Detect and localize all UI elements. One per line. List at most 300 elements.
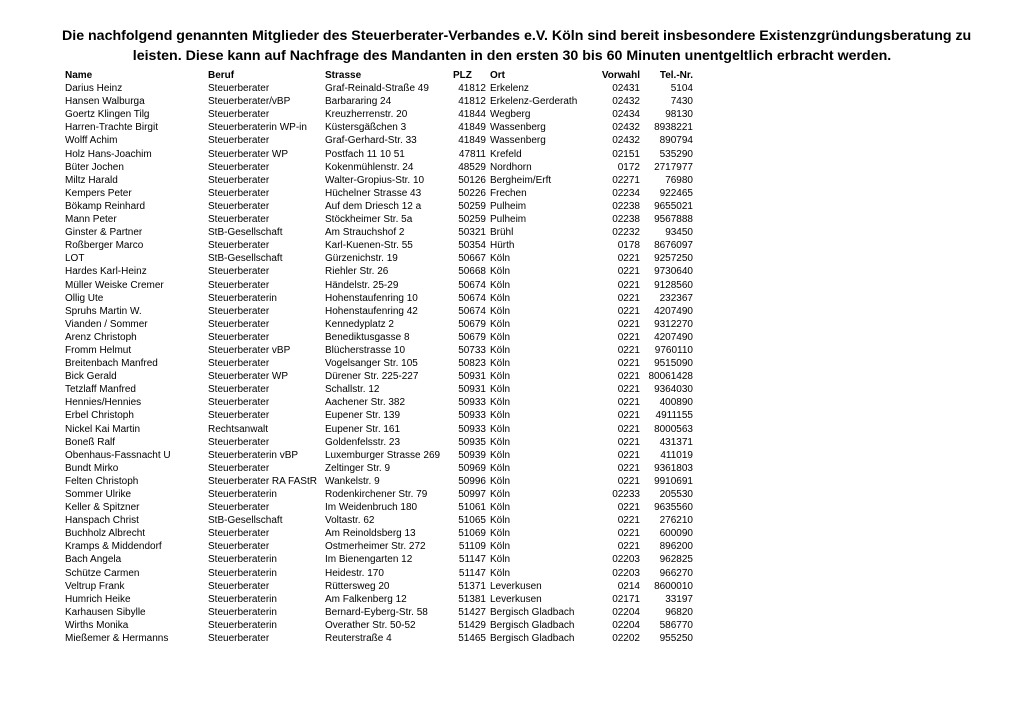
cell-telnr: 535290 (659, 148, 693, 160)
cell-ort: Köln (490, 475, 511, 487)
cell-ort: Köln (490, 449, 511, 461)
cell-vorwahl: 02203 (612, 554, 640, 566)
table-row (65, 121, 693, 134)
cell-vorwahl: 02232 (612, 227, 640, 239)
cell-telnr: 8000563 (654, 423, 693, 435)
cell-plz: 51427 (458, 606, 486, 618)
cell-strasse: Auf dem Driesch 12 a (325, 200, 422, 212)
cell-strasse: Am Reinoldsberg 13 (325, 528, 416, 540)
cell-beruf: Steuerberater (208, 384, 270, 396)
cell-beruf: Steuerberater (208, 187, 270, 199)
table-body (65, 82, 693, 645)
cell-beruf: Rechtsanwalt (208, 423, 269, 435)
cell-name: Roßberger Marco (65, 240, 144, 252)
cell-vorwahl: 0221 (617, 528, 640, 540)
cell-name: Nickel Kai Martin (65, 423, 141, 435)
cell-beruf: Steuerberaterin (208, 593, 277, 605)
cell-ort: Wassenberg (490, 135, 546, 147)
cell-telnr: 4207490 (654, 305, 693, 317)
table-row (65, 553, 693, 566)
cell-telnr: 9515090 (654, 358, 693, 370)
table-row (65, 423, 693, 436)
cell-plz: 47811 (458, 148, 486, 160)
cell-plz: 50933 (458, 423, 486, 435)
cell-telnr: 7430 (670, 96, 693, 108)
cell-telnr: 9635560 (654, 502, 693, 514)
cell-name: Müller Weiske Cremer (65, 279, 164, 291)
cell-ort: Köln (490, 489, 511, 500)
cell-name: Bick Gerald (65, 371, 117, 383)
cell-beruf: Steuerberater (208, 174, 270, 186)
table-row (65, 606, 693, 619)
table-row (65, 580, 693, 593)
table-row (65, 527, 693, 540)
cell-telnr: 8676097 (654, 240, 693, 252)
cell-ort: Bergisch Gladbach (490, 606, 575, 618)
cell-vorwahl: 0221 (617, 410, 640, 422)
cell-name: Darius Heinz (65, 83, 123, 95)
cell-vorwahl: 0221 (617, 331, 640, 343)
cell-vorwahl: 02204 (612, 619, 640, 631)
cell-name: Sommer Ulrike (65, 489, 132, 500)
table-row (65, 436, 693, 449)
cell-beruf: Steuerberater (208, 240, 270, 252)
cell-vorwahl: 02434 (612, 109, 640, 121)
cell-vorwahl: 0221 (617, 266, 640, 278)
header-strasse: Strasse (325, 70, 362, 81)
cell-strasse: Reuterstraße 4 (325, 633, 392, 645)
cell-plz: 50674 (458, 279, 486, 291)
cell-name: Goertz Klingen Tilg (65, 109, 150, 121)
cell-beruf: Steuerberater (208, 410, 270, 422)
header-name: Name (65, 70, 93, 81)
cell-beruf: Steuerberater RA FAStR (208, 475, 317, 487)
cell-ort: Wassenberg (490, 122, 546, 134)
cell-plz: 50259 (458, 214, 486, 226)
cell-beruf: Steuerberaterin WP-in (208, 122, 307, 134)
cell-plz: 50674 (458, 305, 486, 317)
cell-strasse: Benediktusgasse 8 (325, 331, 410, 343)
cell-beruf: Steuerberater (208, 305, 270, 317)
cell-strasse: Voltastr. 62 (325, 515, 375, 527)
cell-ort: Köln (490, 462, 511, 474)
cell-name: Keller & Spitzner (65, 502, 140, 514)
cell-vorwahl: 0221 (617, 344, 640, 356)
cell-vorwahl: 02202 (612, 633, 640, 645)
cell-strasse: Vogelsanger Str. 105 (325, 358, 418, 370)
cell-telnr: 890794 (659, 135, 693, 147)
cell-vorwahl: 0221 (617, 318, 640, 330)
cell-telnr: 9655021 (654, 200, 693, 212)
cell-plz: 50668 (458, 266, 486, 278)
cell-strasse: Rodenkirchener Str. 79 (325, 489, 428, 500)
heading-line-1: Die nachfolgend genannten Mitglieder des Steuerberater-Verbandes e.V. Köln sind bereit insbesondere Existenzgründungsberatung zu (62, 28, 972, 44)
cell-vorwahl: 02271 (612, 174, 640, 186)
cell-plz: 51147 (458, 554, 486, 566)
cell-beruf: Steuerberater (208, 214, 270, 226)
cell-vorwahl: 02171 (612, 593, 640, 605)
cell-ort: Pulheim (490, 200, 527, 212)
cell-vorwahl: 0221 (617, 462, 640, 474)
cell-name: Bach Angela (65, 554, 122, 566)
cell-ort: Köln (490, 423, 511, 435)
header-beruf: Beruf (208, 70, 235, 81)
table-row (65, 252, 693, 265)
cell-vorwahl: 0221 (617, 292, 640, 304)
cell-ort: Hürth (490, 240, 515, 252)
cell-plz: 50939 (458, 449, 486, 461)
cell-name: Kramps & Middendorf (65, 541, 162, 553)
cell-strasse: Gürzenichstr. 19 (325, 253, 398, 265)
cell-ort: Erkelenz (490, 83, 529, 95)
cell-beruf: Steuerberater (208, 83, 270, 95)
cell-vorwahl: 02238 (612, 214, 640, 226)
cell-name: Bundt Mirko (65, 462, 119, 474)
cell-beruf: Steuerberater (208, 502, 270, 514)
cell-vorwahl: 02432 (612, 135, 640, 147)
cell-telnr: 896200 (659, 541, 693, 553)
cell-beruf: Steuerberaterin (208, 554, 277, 566)
cell-beruf: StB-Gesellschaft (208, 515, 283, 527)
cell-strasse: Im Weidenbruch 180 (325, 502, 418, 514)
cell-name: Fromm Helmut (65, 344, 132, 356)
cell-beruf: Steuerberater (208, 358, 270, 370)
cell-vorwahl: 02204 (612, 606, 640, 618)
cell-beruf: Steuerberater WP (208, 148, 289, 160)
cell-name: Arenz Christoph (65, 331, 137, 343)
cell-telnr: 205530 (659, 489, 693, 500)
cell-ort: Köln (490, 502, 511, 514)
cell-beruf: Steuerberaterin (208, 567, 277, 579)
cell-name: Ginster & Partner (65, 227, 143, 239)
cell-telnr: 586770 (659, 619, 693, 631)
cell-ort: Köln (490, 528, 511, 540)
cell-beruf: Steuerberater WP (208, 371, 289, 383)
cell-telnr: 8600010 (654, 580, 693, 592)
cell-vorwahl: 0178 (617, 240, 640, 252)
cell-name: Felten Christoph (65, 475, 139, 487)
cell-beruf: StB-Gesellschaft (208, 253, 283, 265)
cell-plz: 51371 (458, 580, 486, 592)
cell-strasse: Heidestr. 170 (325, 567, 384, 579)
cell-beruf: Steuerberater/vBP (208, 96, 291, 108)
cell-plz: 51065 (458, 515, 486, 527)
table-row (65, 619, 693, 632)
cell-name: Humrich Heike (65, 593, 131, 605)
table-row (65, 462, 693, 475)
cell-strasse: Aachener Str. 382 (325, 397, 406, 409)
table-row (65, 344, 693, 357)
cell-plz: 50679 (458, 331, 486, 343)
cell-plz: 50733 (458, 344, 486, 356)
cell-name: Erbel Christoph (65, 410, 134, 422)
cell-plz: 51109 (458, 541, 486, 553)
cell-ort: Nordhorn (490, 161, 532, 173)
cell-strasse: Kokenmühlenstr. 24 (325, 161, 414, 173)
cell-vorwahl: 0221 (617, 502, 640, 514)
cell-vorwahl: 0221 (617, 371, 640, 383)
cell-telnr: 93450 (665, 227, 693, 239)
header-row (65, 69, 693, 82)
cell-ort: Köln (490, 279, 511, 291)
cell-vorwahl: 02432 (612, 122, 640, 134)
cell-strasse: Händelstr. 25-29 (325, 279, 399, 291)
cell-vorwahl: 0221 (617, 436, 640, 448)
cell-telnr: 96820 (665, 606, 693, 618)
cell-vorwahl: 0214 (617, 580, 640, 592)
cell-vorwahl: 02432 (612, 96, 640, 108)
cell-telnr: 431371 (659, 436, 693, 448)
cell-ort: Bergisch Gladbach (490, 619, 575, 631)
table-row (65, 95, 693, 108)
cell-strasse: Karl-Kuenen-Str. 55 (325, 240, 413, 252)
heading-line-2: leisten. Diese kann auf Nachfrage des Mandanten in den ersten 30 bis 60 Minuten unentgeltlich erbracht werden. (132, 48, 892, 64)
cell-plz: 50933 (458, 410, 486, 422)
cell-strasse: Postfach 11 10 51 (325, 148, 405, 160)
cell-plz: 50997 (458, 489, 486, 500)
cell-vorwahl: 02151 (612, 148, 640, 160)
cell-beruf: Steuerberater (208, 633, 270, 645)
cell-beruf: Steuerberaterin (208, 619, 277, 631)
cell-vorwahl: 02234 (612, 187, 640, 199)
cell-name: Mann Peter (65, 214, 117, 226)
cell-plz: 51381 (458, 593, 486, 605)
cell-beruf: Steuerberater vBP (208, 344, 291, 356)
table-row (65, 200, 693, 213)
cell-vorwahl: 02431 (612, 83, 640, 95)
cell-name: Boneß Ralf (65, 436, 116, 448)
cell-name: Harren-Trachte Birgit (65, 122, 158, 134)
cell-strasse: Luxemburger Strasse 269 (325, 449, 441, 461)
table-row (65, 148, 693, 161)
cell-ort: Köln (490, 384, 511, 396)
cell-ort: Köln (490, 344, 511, 356)
cell-telnr: 76980 (665, 174, 693, 186)
table-row (65, 449, 693, 462)
cell-strasse: Ostmerheimer Str. 272 (325, 541, 426, 553)
cell-strasse: Barbararing 24 (325, 96, 392, 108)
cell-vorwahl: 0221 (617, 253, 640, 265)
cell-strasse: Eupener Str. 161 (325, 423, 401, 435)
cell-name: Mießemer & Hermanns (65, 633, 169, 645)
table-row (65, 567, 693, 580)
table-row (65, 108, 693, 121)
cell-telnr: 276210 (659, 515, 693, 527)
cell-ort: Köln (490, 331, 511, 343)
cell-strasse: Stöckheimer Str. 5a (325, 214, 413, 226)
cell-vorwahl: 0221 (617, 305, 640, 317)
cell-telnr: 411019 (660, 449, 693, 461)
cell-strasse: Riehler Str. 26 (325, 266, 389, 278)
cell-plz: 50931 (458, 371, 486, 383)
cell-strasse: Schallstr. 12 (325, 384, 380, 396)
cell-ort: Köln (490, 358, 511, 370)
cell-ort: Köln (490, 266, 511, 278)
table-row (65, 82, 693, 95)
cell-telnr: 2717977 (654, 161, 693, 173)
cell-name: Breitenbach Manfred (65, 358, 158, 370)
table-row (65, 161, 693, 174)
cell-plz: 50823 (458, 358, 486, 370)
cell-strasse: Hüchelner Strasse 43 (325, 187, 422, 199)
cell-plz: 50674 (458, 292, 486, 304)
cell-name: Kempers Peter (65, 187, 132, 199)
cell-name: Hansen Walburga (65, 96, 145, 108)
cell-telnr: 9910691 (654, 475, 693, 487)
cell-name: Obenhaus-Fassnacht U (65, 449, 171, 461)
cell-ort: Köln (490, 371, 511, 383)
table-row (65, 265, 693, 278)
document-heading (62, 26, 972, 66)
cell-vorwahl: 02233 (612, 489, 640, 500)
cell-beruf: Steuerberater (208, 331, 270, 343)
cell-plz: 41849 (458, 122, 486, 134)
table-row (65, 540, 693, 553)
cell-strasse: Walter-Gropius-Str. 10 (325, 174, 425, 186)
cell-strasse: Rüttersweg 20 (325, 580, 390, 592)
table-row (65, 279, 693, 292)
table-row (65, 174, 693, 187)
cell-ort: Bergisch Gladbach (490, 633, 575, 645)
cell-strasse: Am Strauchshof 2 (325, 227, 405, 239)
cell-telnr: 400890 (659, 397, 693, 409)
cell-beruf: Steuerberater (208, 161, 270, 173)
cell-beruf: Steuerberater (208, 436, 270, 448)
table-row (65, 226, 693, 239)
header-ort: Ort (490, 70, 505, 81)
cell-ort: Leverkusen (490, 593, 542, 605)
table-row (65, 475, 693, 488)
cell-ort: Köln (490, 567, 511, 579)
cell-telnr: 9364030 (654, 384, 693, 396)
cell-telnr: 962825 (659, 554, 693, 566)
cell-vorwahl: 0221 (617, 384, 640, 396)
cell-strasse: Küstersgäßchen 3 (325, 122, 407, 134)
cell-telnr: 9567888 (654, 214, 693, 226)
table-row (65, 292, 693, 305)
cell-ort: Pulheim (490, 214, 527, 226)
cell-beruf: Steuerberater (208, 279, 270, 291)
cell-plz: 50679 (458, 318, 486, 330)
cell-plz: 50259 (458, 200, 486, 212)
cell-name: Buchholz Albrecht (65, 528, 146, 540)
cell-ort: Köln (490, 515, 511, 527)
cell-name: Wirths Monika (65, 619, 129, 631)
cell-ort: Köln (490, 292, 511, 304)
cell-ort: Wegberg (490, 109, 531, 121)
table-header (65, 69, 693, 82)
cell-vorwahl: 0221 (617, 423, 640, 435)
cell-telnr: 5104 (670, 83, 693, 95)
cell-plz: 50969 (458, 462, 486, 474)
cell-beruf: Steuerberater (208, 528, 270, 540)
cell-strasse: Hohenstaufenring 42 (325, 305, 418, 317)
cell-name: Hanspach Christ (65, 515, 139, 527)
cell-vorwahl: 0221 (617, 358, 640, 370)
cell-ort: Köln (490, 318, 511, 330)
cell-beruf: Steuerberater (208, 397, 270, 409)
table-row (65, 370, 693, 383)
cell-telnr: 966270 (659, 567, 693, 579)
cell-beruf: Steuerberaterin (208, 606, 277, 618)
cell-beruf: StB-Gesellschaft (208, 227, 283, 239)
cell-vorwahl: 0221 (617, 449, 640, 461)
table-row (65, 134, 693, 147)
cell-name: Ollig Ute (65, 292, 104, 304)
cell-strasse: Am Falkenberg 12 (325, 593, 407, 605)
table-row (65, 239, 693, 252)
cell-beruf: Steuerberater (208, 462, 270, 474)
cell-ort: Köln (490, 541, 511, 553)
cell-telnr: 4207490 (654, 331, 693, 343)
cell-name: Spruhs Martin W. (65, 305, 142, 317)
table-row (65, 396, 693, 409)
cell-beruf: Steuerberater (208, 135, 270, 147)
cell-plz: 48529 (458, 161, 486, 173)
cell-strasse: Eupener Str. 139 (325, 410, 401, 422)
cell-name: Vianden / Sommer (65, 318, 148, 330)
cell-plz: 50933 (458, 397, 486, 409)
table-row (65, 514, 693, 527)
cell-telnr: 98130 (665, 109, 693, 121)
cell-strasse: Zeltinger Str. 9 (325, 462, 391, 474)
cell-telnr: 9312270 (654, 318, 693, 330)
cell-telnr: 9257250 (654, 253, 693, 265)
cell-strasse: Dürener Str. 225-227 (325, 371, 419, 383)
cell-beruf: Steuerberater (208, 580, 270, 592)
cell-telnr: 9730640 (654, 266, 693, 278)
cell-telnr: 33197 (665, 593, 693, 605)
cell-strasse: Kennedyplatz 2 (325, 318, 394, 330)
cell-ort: Köln (490, 397, 511, 409)
cell-name: Hardes Karl-Heinz (65, 266, 147, 278)
cell-plz: 50935 (458, 436, 486, 448)
header-telnr: Tel.-Nr. (659, 70, 693, 81)
cell-ort: Köln (490, 305, 511, 317)
cell-strasse: Bernard-Eyberg-Str. 58 (325, 606, 428, 618)
header-vorwahl: Vorwahl (601, 70, 640, 81)
table-row (65, 409, 693, 422)
cell-ort: Leverkusen (490, 580, 542, 592)
cell-ort: Krefeld (490, 148, 522, 160)
members-table (65, 69, 693, 645)
cell-ort: Köln (490, 554, 511, 566)
cell-name: Tetzlaff Manfred (65, 384, 136, 396)
table-row (65, 501, 693, 514)
cell-name: LOT (65, 253, 85, 265)
cell-plz: 50126 (458, 174, 486, 186)
cell-beruf: Steuerberater (208, 266, 270, 278)
cell-beruf: Steuerberater (208, 109, 270, 121)
cell-strasse: Graf-Gerhard-Str. 33 (325, 135, 417, 147)
cell-telnr: 8938221 (654, 122, 693, 134)
cell-strasse: Blücherstrasse 10 (325, 344, 406, 356)
cell-name: Hennies/Hennies (65, 397, 142, 409)
cell-beruf: Steuerberaterin vBP (208, 449, 299, 461)
cell-plz: 50226 (458, 187, 486, 199)
cell-plz: 41849 (458, 135, 486, 147)
cell-telnr: 9128560 (654, 279, 693, 291)
cell-plz: 50931 (458, 384, 486, 396)
cell-plz: 50996 (458, 475, 486, 487)
cell-ort: Köln (490, 410, 511, 422)
table-row (65, 357, 693, 370)
cell-plz: 51061 (458, 502, 486, 514)
cell-ort: Frechen (490, 187, 527, 199)
cell-beruf: Steuerberater (208, 200, 270, 212)
cell-ort: Köln (490, 436, 511, 448)
cell-plz: 51147 (458, 567, 486, 579)
